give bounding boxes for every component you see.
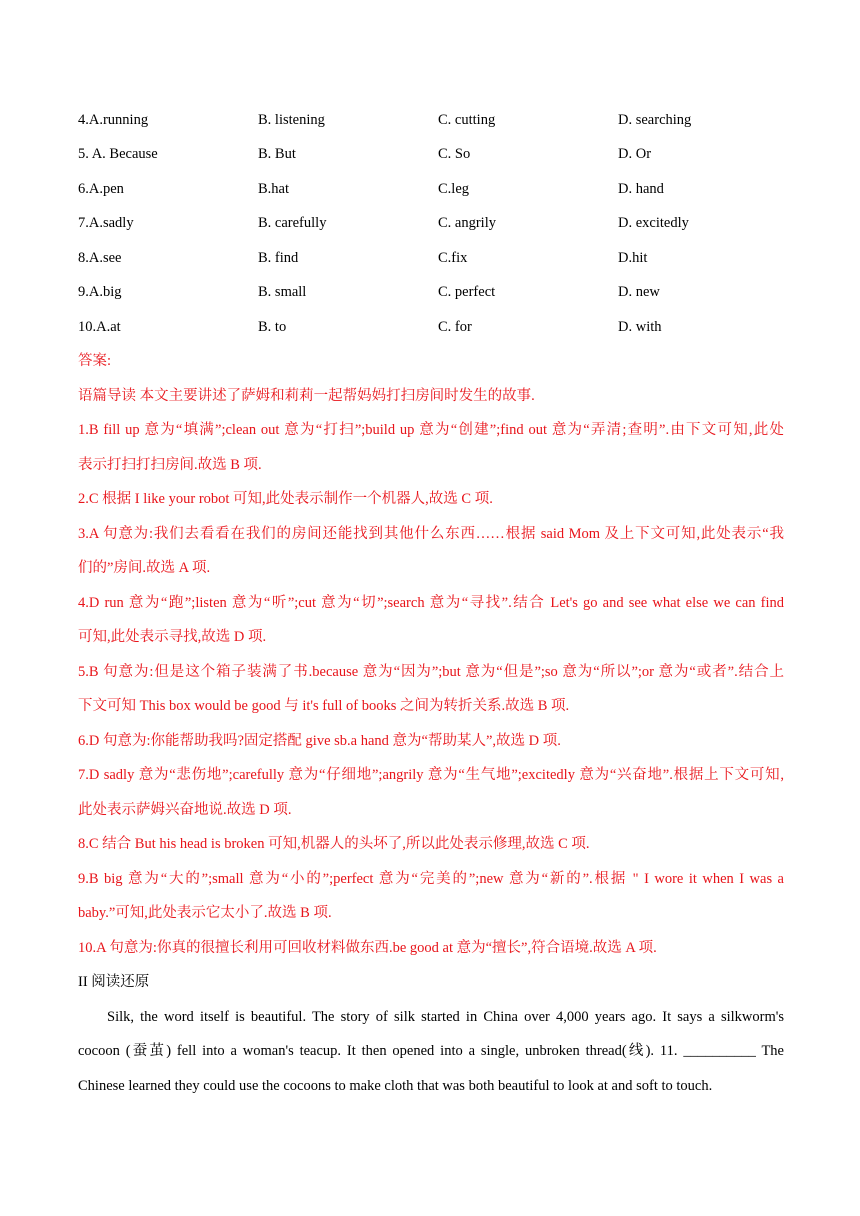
- option-a: 7.A.sadly: [78, 215, 134, 231]
- answer-line: 3.A 句意为:我们去看看在我们的房间还能找到其他什么东西……根据 said Mom 及上下文可知,此处表示“我: [78, 526, 784, 542]
- option-d: D. Or: [618, 146, 652, 162]
- option-b: B.hat: [258, 181, 290, 197]
- option-a: 5. A. Because: [78, 146, 158, 162]
- answer-line: 此处表示萨姆兴奋地说.故选 D 项.: [78, 802, 292, 818]
- option-c: C. angrily: [438, 215, 496, 231]
- answer-line: 2.C 根据 I like your robot 可知,此处表示制作一个机器人,故选 C 项.: [78, 491, 493, 507]
- option-a: 10.A.at: [78, 319, 121, 335]
- option-row-6: [0, 179, 860, 199]
- answer-line: 可知,此处表示寻找,故选 D 项.: [78, 629, 267, 645]
- answer-line: 们的”房间.故选 A 项.: [78, 560, 211, 576]
- answer-line: 10.A 句意为:你真的很擅长利用可回收材料做东西.be good at 意为“擅长”,符合语境.故选 A 项.: [78, 940, 657, 956]
- answer-line: 4.D run 意为“跑”;listen 意为“听”;cut 意为“切”;search 意为“寻找”.结合 Let's go and see what else we can find: [78, 595, 784, 611]
- answer-heading: 答案:: [78, 353, 112, 369]
- answer-line: 下文可知 This box would be good 与 it's full of books 之间为转折关系.故选 B 项.: [78, 698, 570, 714]
- option-d: D. hand: [618, 181, 664, 197]
- option-d: D. new: [618, 284, 660, 300]
- option-a: 9.A.big: [78, 284, 122, 300]
- option-c: C.fix: [438, 250, 468, 266]
- option-row-10: [0, 317, 860, 337]
- section-title: II 阅读还原: [78, 974, 150, 990]
- option-a: 4.A.running: [78, 112, 149, 128]
- option-row-4: [0, 110, 860, 130]
- option-c: C. So: [438, 146, 471, 162]
- option-b: B. small: [258, 284, 307, 300]
- option-row-7: [0, 213, 860, 233]
- answer-line: 1.B fill up 意为“填满”;clean out 意为“打扫”;build up 意为“创建”;find out 意为“弄清;查明”.由下文可知,此处: [78, 422, 784, 438]
- option-row-8: [0, 248, 860, 268]
- answer-line: 7.D sadly 意为“悲伤地”;carefully 意为“仔细地”;angrily 意为“生气地”;excitedly 意为“兴奋地”.根据上下文可知,: [78, 767, 784, 783]
- passage-line: Chinese learned they could use the cocoons to make cloth that was both beautiful to look at and soft to touch.: [78, 1078, 713, 1094]
- option-c: C. for: [438, 319, 472, 335]
- option-d: D. with: [618, 319, 662, 335]
- option-b: B. listening: [258, 112, 325, 128]
- option-d: D. excitedly: [618, 215, 689, 231]
- option-row-9: [0, 282, 860, 302]
- passage-line: Silk, the word itself is beautiful. The story of silk started in China over 4,000 years ago. It says a silkworm's: [107, 1009, 784, 1025]
- answer-line: 6.D 句意为:你能帮助我吗?固定搭配 give sb.a hand 意为“帮助某人”,故选 D 项.: [78, 733, 561, 749]
- option-c: C. cutting: [438, 112, 496, 128]
- answer-line: 8.C 结合 But his head is broken 可知,机器人的头坏了,所以此处表示修理,故选 C 项.: [78, 836, 590, 852]
- option-d: D. searching: [618, 112, 692, 128]
- option-b: B. carefully: [258, 215, 327, 231]
- option-row-5: [0, 144, 860, 164]
- option-c: C. perfect: [438, 284, 496, 300]
- answer-line: 9.B big 意为“大的”;small 意为“小的”;perfect 意为“完美的”;new 意为“新的”.根据 " I wore it when I was a: [78, 871, 784, 887]
- answer-line: baby.”可知,此处表示它太小了.故选 B 项.: [78, 905, 332, 921]
- option-c: C.leg: [438, 181, 470, 197]
- passage-line: cocoon (蚕茧) fell into a woman's teacup. It then opened into a single, unbroken thread(线). 11. __________ The: [78, 1043, 784, 1059]
- option-a: 6.A.pen: [78, 181, 124, 197]
- option-b: B. But: [258, 146, 296, 162]
- answer-line: 语篇导读 本文主要讲述了萨姆和莉莉一起帮妈妈打扫房间时发生的故事.: [78, 388, 535, 404]
- option-b: B. to: [258, 319, 287, 335]
- option-a: 8.A.see: [78, 250, 122, 266]
- answer-line: 表示打扫打扫房间.故选 B 项.: [78, 457, 262, 473]
- answer-line: 5.B 句意为:但是这个箱子装满了书.because 意为“因为”;but 意为“但是”;so 意为“所以”;or 意为“或者”.结合上: [78, 664, 784, 680]
- option-b: B. find: [258, 250, 299, 266]
- option-d: D.hit: [618, 250, 648, 266]
